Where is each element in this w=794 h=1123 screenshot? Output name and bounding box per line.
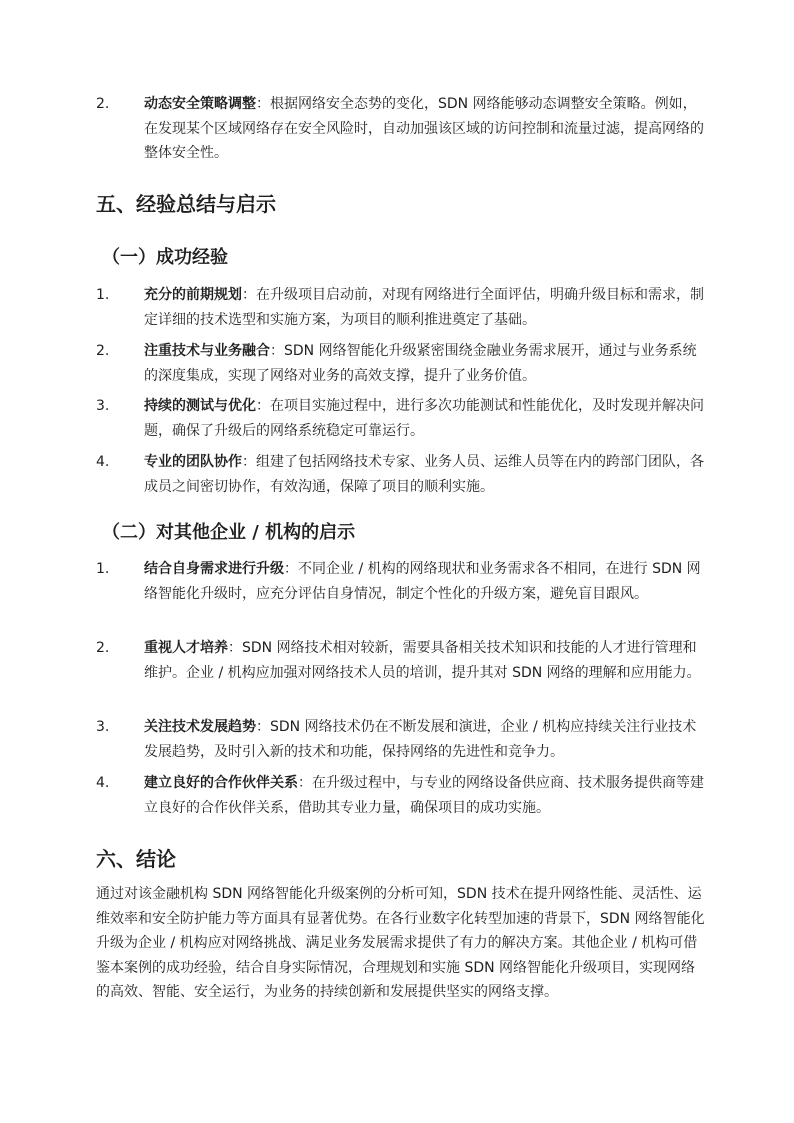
list-number: 2. bbox=[96, 343, 110, 359]
list-item-bold: 结合自身需求进行升级 bbox=[144, 561, 284, 577]
list-item-bold: 注重技术与业务融合 bbox=[144, 343, 270, 359]
list-number: 4. bbox=[96, 454, 110, 470]
list-number: 3. bbox=[96, 719, 110, 735]
subsection-heading: （一）成功经验 bbox=[102, 247, 228, 268]
list-item-text: ：根据网络安全态势的变化，SDN 网络能够动态调整安全策略。例如，在发现某个区域网络存在安全风险时，自动加强该区域的访问控制和流量过滤，提高网络的整体安全性。 bbox=[144, 96, 704, 161]
list-item-text: ：SDN 网络智能化升级紧密围绕金融业务需求展开，通过与业务系统的深度集成，实现了网络对业务的高效支撑，提升了业务价值。 bbox=[144, 343, 697, 384]
list-item-bold: 动态安全策略调整 bbox=[144, 96, 256, 112]
list-item-bold: 持续的测试与优化 bbox=[144, 398, 256, 414]
conclusion-paragraph: 通过对该金融机构 SDN 网络智能化升级案例的分析可知，SDN 技术在提升网络性能、灵活性、运维效率和安全防护能力等方面具有显著优势。在各行业数字化转型加速的背景下，SDN 网络智能化升级为企业 / 机构应对网络挑战、满足业务发展需求提供了有力的解决方案。其他企业 / 机构可借鉴本案例的成功经验，结合自身实际情况，合理规划和实施 SDN 网络智能化升级项目，实现网络的高效、智能、安全运行，为业务的持续创新和发展提供坚实的网络支撑。 bbox=[96, 886, 705, 1000]
list-number: 4. bbox=[96, 775, 110, 791]
section-heading: 五、经验总结与启示 bbox=[96, 192, 276, 216]
list-number: 1. bbox=[96, 287, 110, 303]
list-item bbox=[96, 715, 706, 764]
list-item bbox=[96, 92, 706, 166]
list-item bbox=[96, 394, 706, 443]
list-item-bold: 重视人才培养 bbox=[144, 640, 228, 656]
list-item bbox=[96, 636, 706, 685]
list-number: 2. bbox=[96, 96, 110, 112]
list-item-text: ：组建了包括网络技术专家、业务人员、运维人员等在内的跨部门团队，各成员之间密切协作，有效沟通，保障了项目的顺利实施。 bbox=[144, 454, 704, 495]
list-number: 2. bbox=[96, 640, 110, 656]
list-item-bold: 关注技术发展趋势 bbox=[144, 719, 256, 735]
list-item-text: ：在升级项目启动前，对现有网络进行全面评估，明确升级目标和需求，制定详细的技术选型和实施方案，为项目的顺利推进奠定了基础。 bbox=[144, 287, 704, 328]
list-item bbox=[96, 283, 706, 332]
list-item-text: ：在升级过程中，与专业的网络设备供应商、技术服务提供商等建立良好的合作伙伴关系，借助其专业力量，确保项目的成功实施。 bbox=[144, 775, 704, 816]
list-number: 1. bbox=[96, 561, 110, 577]
list-item bbox=[96, 450, 706, 499]
list-item-text: ：SDN 网络技术仍在不断发展和演进，企业 / 机构应持续关注行业技术发展趋势，及时引入新的技术和功能，保持网络的先进性和竞争力。 bbox=[144, 719, 697, 760]
list-item-bold: 专业的团队协作 bbox=[144, 454, 242, 470]
list-item bbox=[96, 557, 706, 606]
list-item bbox=[96, 339, 706, 388]
list-item-text: ：不同企业 / 机构的网络现状和业务需求各不相同，在进行 SDN 网络智能化升级时，应充分评估自身情况，制定个性化的升级方案，避免盲目跟风。 bbox=[144, 561, 701, 602]
subsection-heading: （二）对其他企业 / 机构的启示 bbox=[102, 522, 356, 543]
list-item bbox=[96, 771, 706, 820]
list-item-bold: 建立良好的合作伙伴关系 bbox=[144, 775, 298, 791]
list-item-bold: 充分的前期规划 bbox=[144, 287, 242, 303]
section-heading: 六、结论 bbox=[96, 847, 176, 871]
list-number: 3. bbox=[96, 398, 110, 414]
list-item-text: ：SDN 网络技术相对较新，需要具备相关技术知识和技能的人才进行管理和维护。企业 / 机构应加强对网络技术人员的培训，提升其对 SDN 网络的理解和应用能力。 bbox=[144, 640, 701, 681]
list-item-text: ：在项目实施过程中，进行多次功能测试和性能优化，及时发现并解决问题，确保了升级后的网络系统稳定可靠运行。 bbox=[144, 398, 704, 439]
